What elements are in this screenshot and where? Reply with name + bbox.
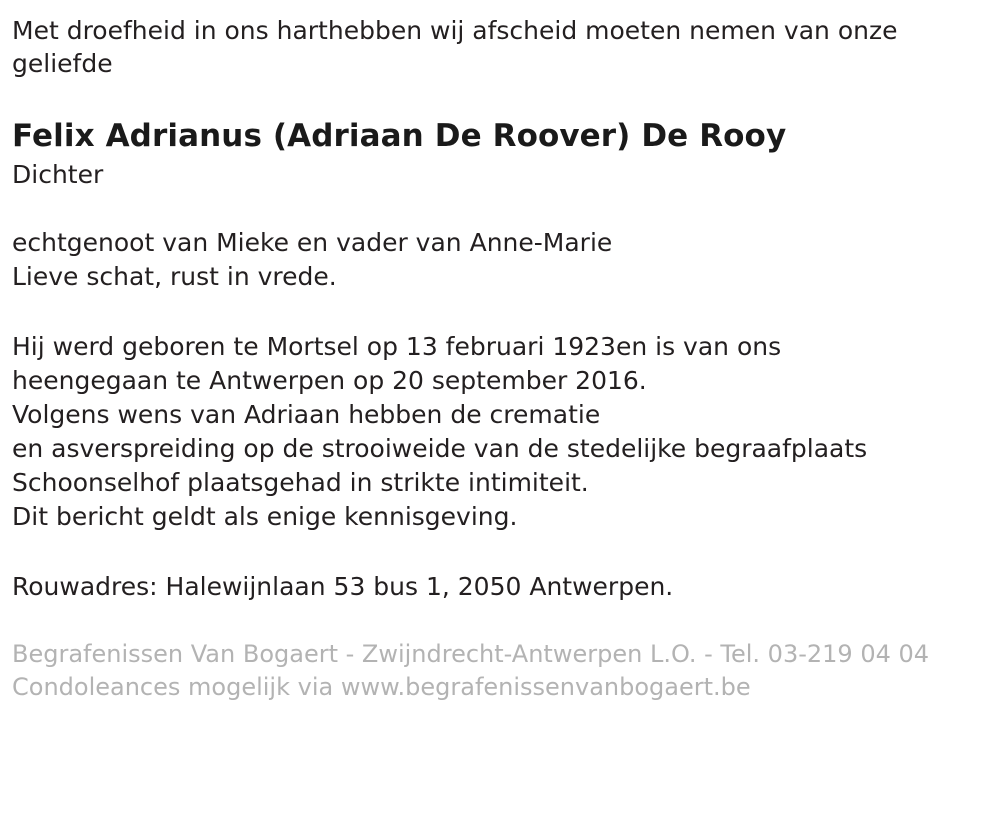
detail-line: heengegaan te Antwerpen op 20 september 2016. — [12, 365, 647, 395]
mourning-address: Rouwadres: Halewijnlaan 53 bus 1, 2050 Antwerpen. — [12, 571, 674, 601]
detail-line: Schoonselhof plaatsgehad in strikte intimiteit. — [12, 467, 589, 497]
spacer — [12, 87, 982, 117]
deceased-role: Dichter — [12, 160, 104, 190]
funeral-home-footer: Begrafenissen Van Bogaert - Zwijndrecht-Antwerpen L.O. - Tel. 03-219 04 04 Condoleances mogelijk via www.begrafenissenvanbogaert.be — [12, 639, 930, 701]
spacer — [12, 534, 982, 570]
spacer — [12, 294, 982, 330]
spacer — [12, 604, 982, 638]
spacer — [12, 192, 982, 226]
detail-line: en asverspreiding op de strooiweide van de stedelijke begraafplaats — [12, 433, 868, 463]
detail-line: Dit bericht geldt als enige kennisgeving. — [12, 501, 518, 531]
intro-text: Met droefheid in ons harthebben wij afscheid moeten nemen van onze geliefde — [12, 16, 898, 79]
relation-line: Lieve schat, rust in vrede. — [12, 261, 337, 291]
deceased-name: Felix Adrianus (Adriaan De Roover) De Rooy — [12, 117, 787, 154]
relation-line: echtgenoot van Mieke en vader van Anne-Marie — [12, 227, 613, 257]
detail-line: Hij werd geboren te Mortsel op 13 februari 1923en is van ons — [12, 331, 782, 361]
detail-line: Volgens wens van Adriaan hebben de crematie — [12, 399, 601, 429]
